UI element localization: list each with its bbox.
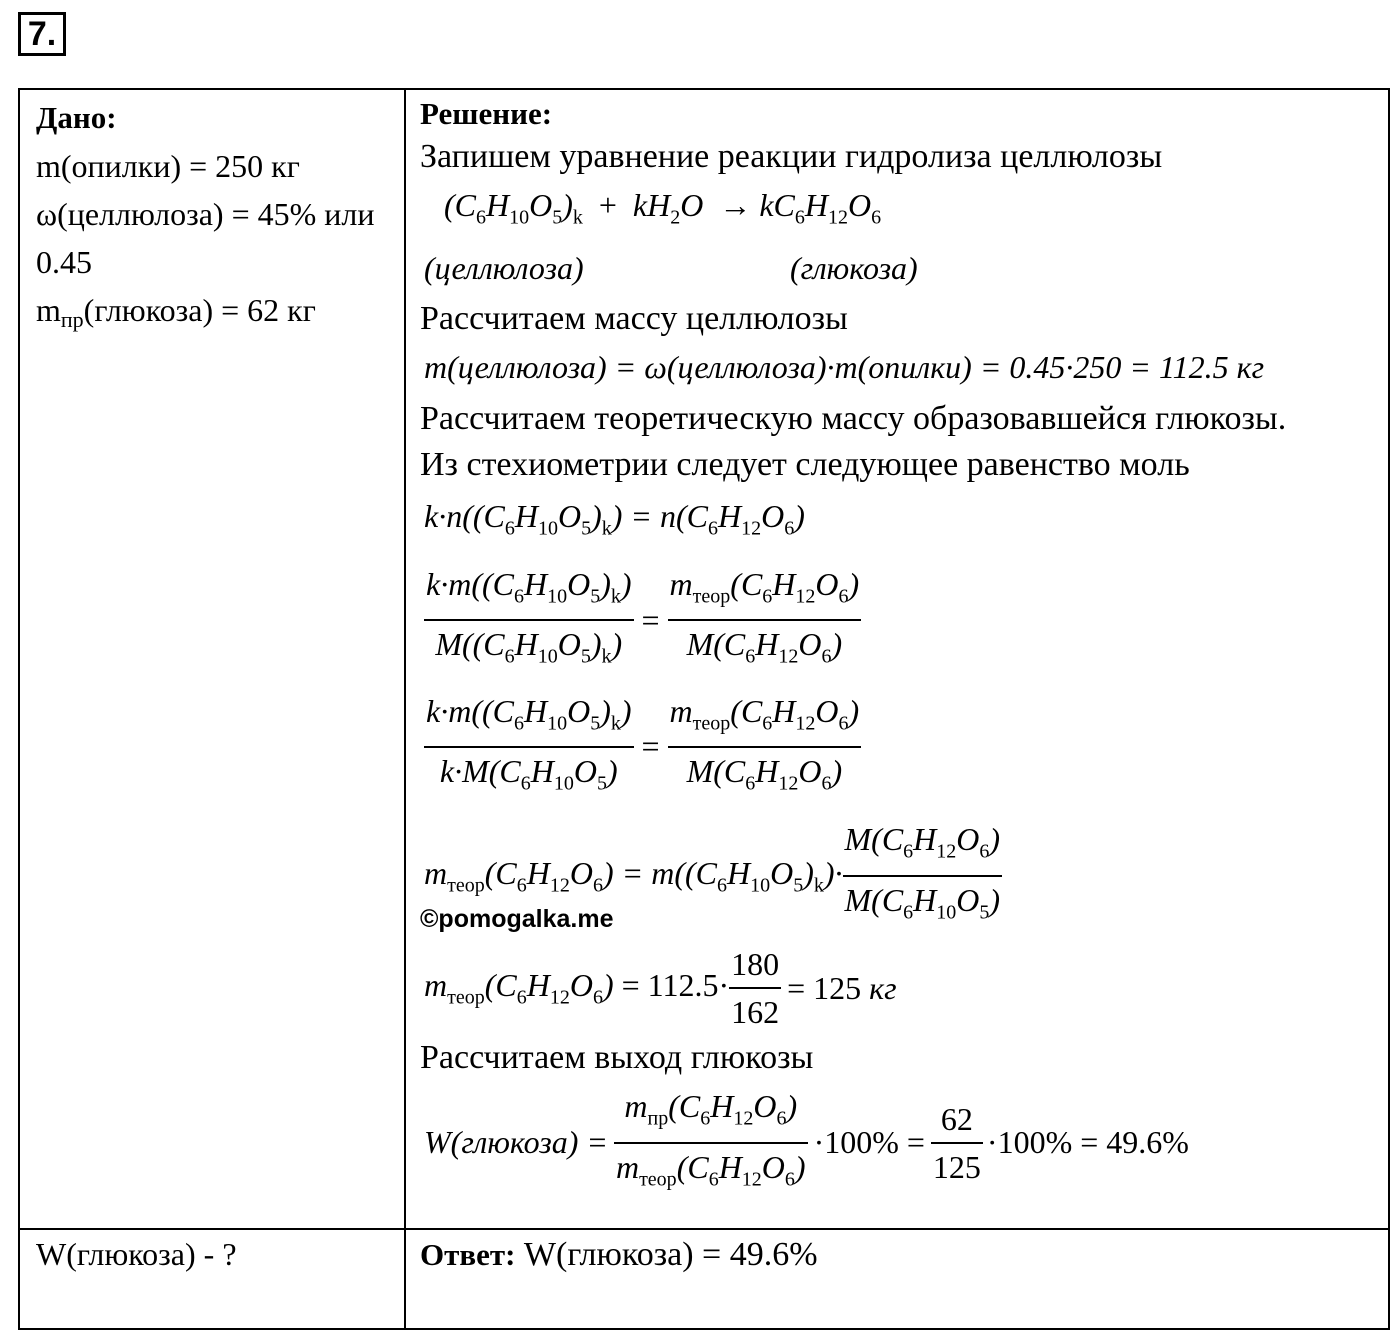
yield-heading: Рассчитаем выход глюкозы (420, 1039, 814, 1077)
answer-label: Ответ: (420, 1237, 516, 1272)
theoretical-mass-formula: $m_{теор}(C_6H_{12}O_6) = m((C_6H_{10}O_5)_k)\cdot$ $\frac{M(C_6H_{12}O_6)}{M(C_6H_{10}O_5)}$ (424, 816, 1380, 935)
yield-equation: W(глюкоза) = $\frac{m_{пр}(C_6H_{12}O_6)}{m_{теор}(C_6H_{12}O_6)}$ ·100% = $\frac{62}{125}$ ·100% = 49.6% (424, 1083, 1380, 1202)
solution-header: Решение: (420, 96, 553, 131)
given-cellulose-fraction: ω(целлюлоза) = 45% или 0.45 (36, 196, 375, 280)
glucose-label: (глюкоза) (790, 250, 918, 287)
answer-section (420, 1236, 818, 1274)
column-divider (404, 90, 406, 1328)
task-number: 7. (18, 12, 66, 56)
given-sawdust-mass: m(опилки) = 250 кг (36, 148, 300, 184)
mass-ratio-equation-expanded: $\frac{k\cdot m((C_6H_{10}O_5)_k)}{k\cdot M(C_6H_{10}O_5)}$ = $\frac{m_{теор}(C_6H_{12}O_6)}{M(C_6H_{12}O_6)}$ (424, 688, 1380, 807)
theoretical-mass-heading: Рассчитаем теоретическую массу образовавшейся глюкозы. Из стехиометрии следует следующее равенство моль (420, 400, 1287, 484)
mass-ratio-equation: $\frac{k\cdot m((C_6H_{10}O_5)_k)}{M((C_6H_{10}O_5)_k)}$ = $\frac{m_{теор}(C_6H_{12}O_6)}{M(C_6H_{12}O_6)}$ (424, 561, 1380, 680)
answer-value: W(глюкоза) = 49.6% (523, 1236, 818, 1273)
mole-equality: $k\cdot n((C_6H_{10}O_5)_k) = n(C_6H_{12}O_6)$ (424, 498, 805, 540)
equation-labels (420, 240, 1380, 296)
given-header: Дано: (36, 100, 117, 135)
given-practical-glucose-mass: $m_{пр}(глюкоза) = 62$ кг (36, 292, 316, 332)
find-section: W(глюкоза) - ? (36, 1236, 237, 1272)
given-section (36, 94, 396, 344)
cellulose-mass-equation: m(целлюлоза) = ω(целлюлоза)·m(опилки) = 0.45·250 = 112.5 кг (424, 349, 1265, 386)
row-divider (20, 1228, 1388, 1230)
cellulose-label: (целлюлоза) (424, 250, 584, 287)
solution-section (420, 94, 1380, 1202)
solution-table (18, 88, 1390, 1330)
watermark: ©pomogalka.me (420, 905, 614, 934)
solution-intro: Запишем уравнение реакции гидролиза целлюлозы (420, 138, 1163, 175)
hydrolysis-equation: $(C_6H_{10}O_5)_k + kH_2O \to kC_6H_{12}O_6$ (444, 187, 882, 229)
mass-heading: Рассчитаем массу целлюлозы (420, 300, 848, 338)
theoretical-mass-result: $m_{теор}(C_6H_{12}O_6) = 112.5\cdot$ $\frac{180}{162}$ = 125 кг (424, 941, 1380, 1035)
